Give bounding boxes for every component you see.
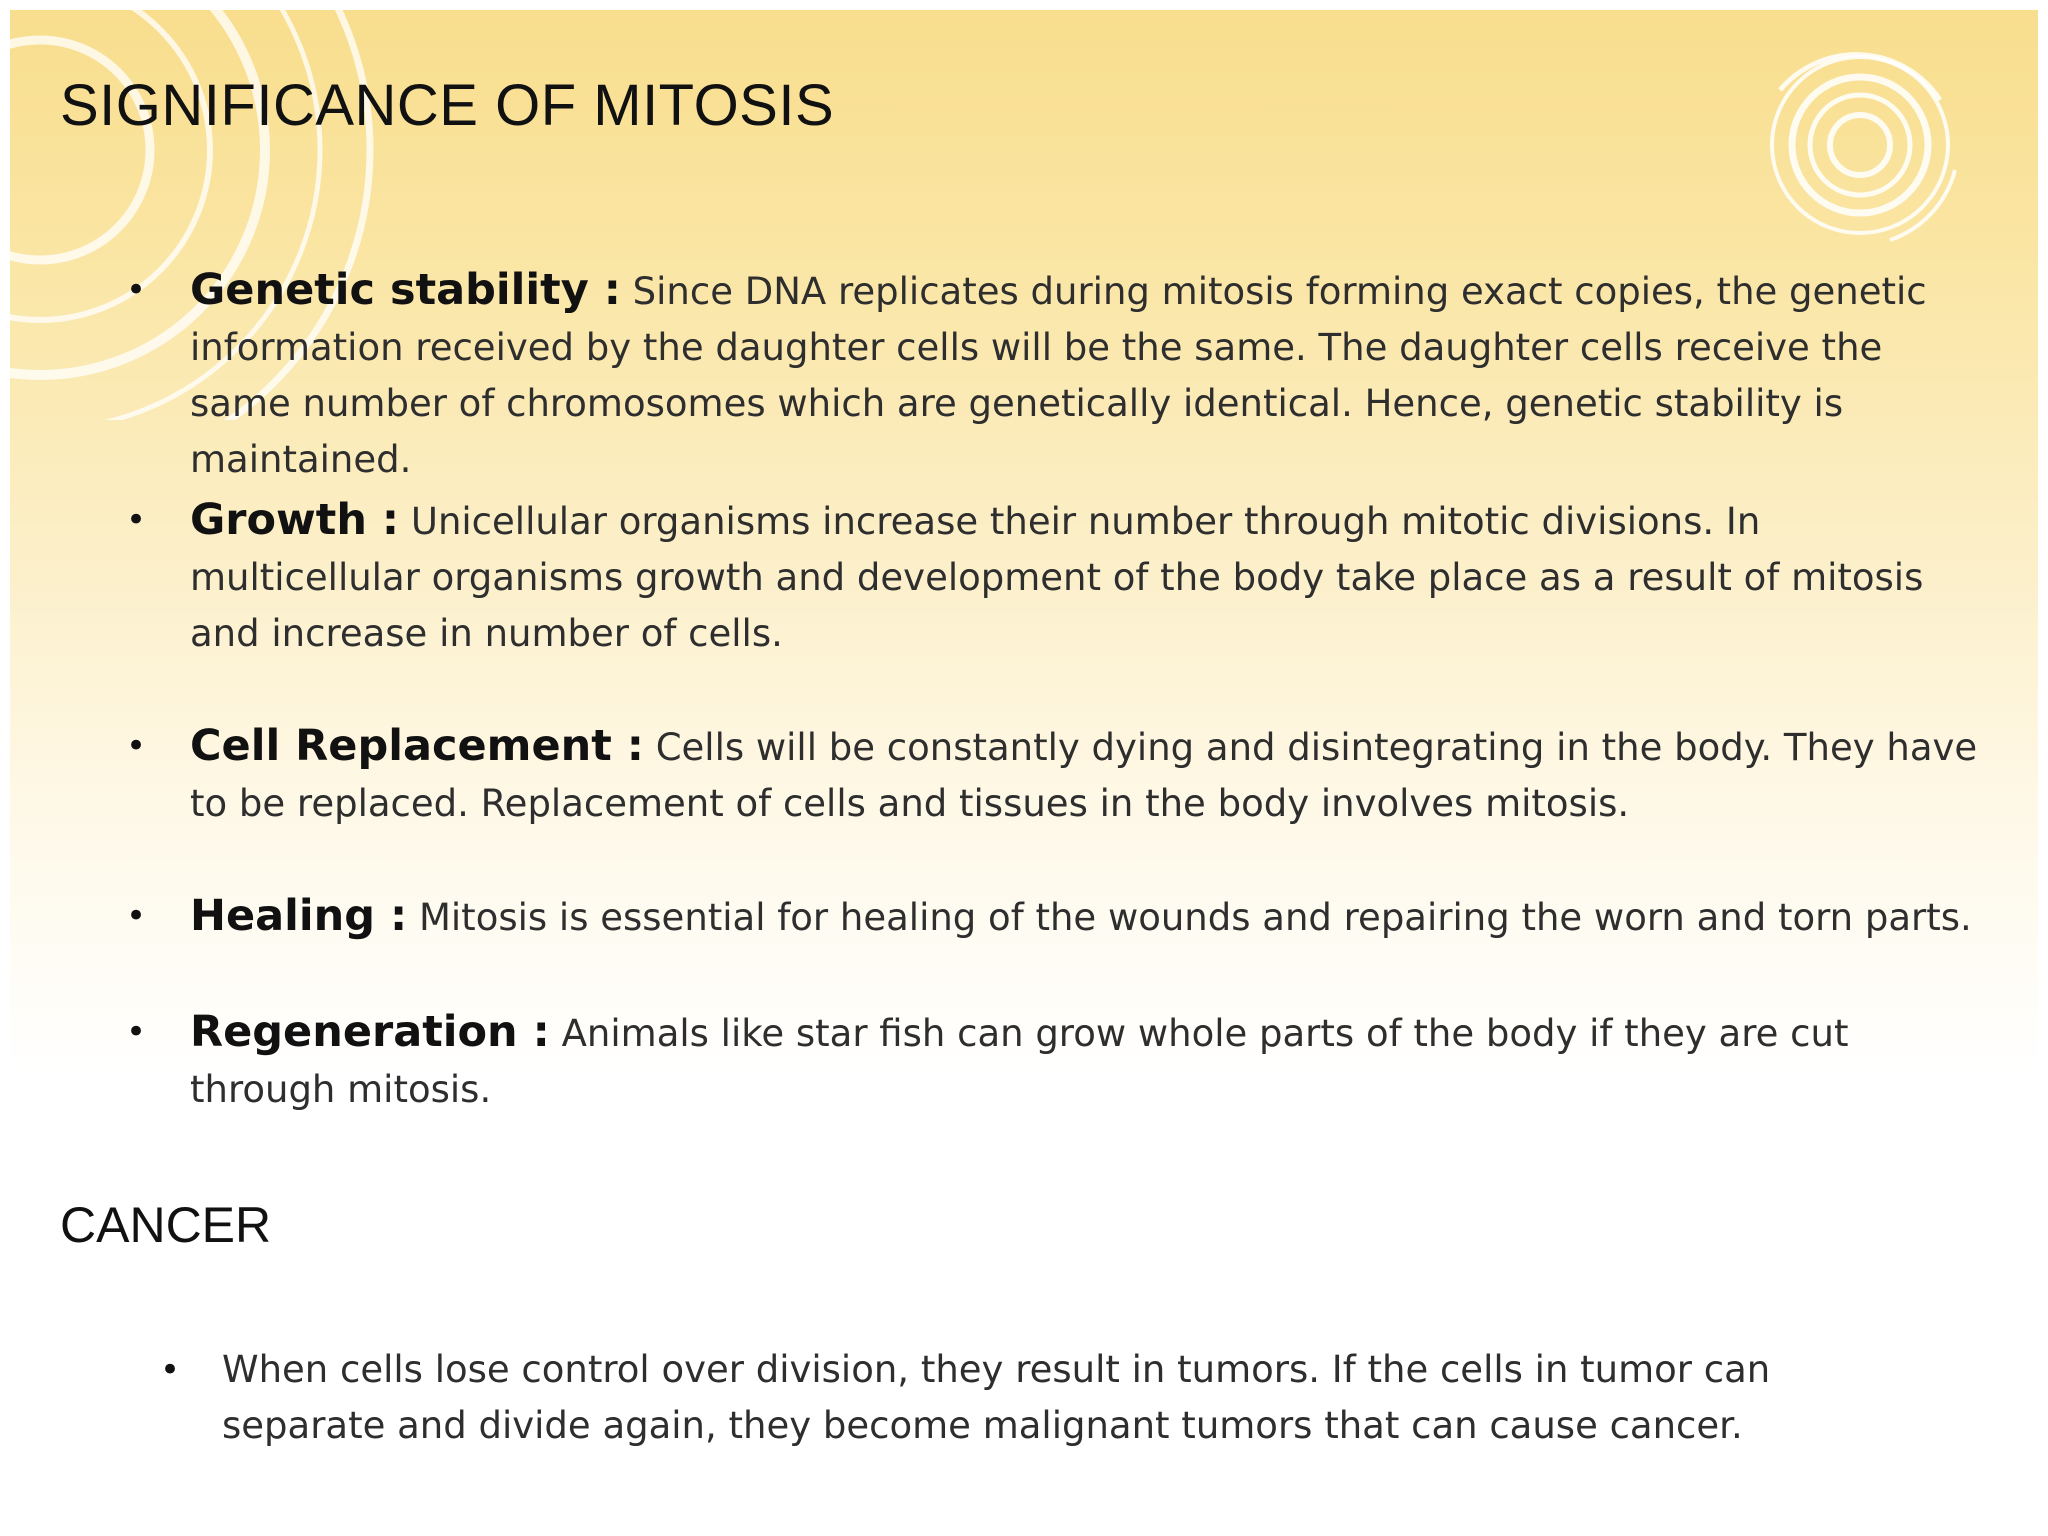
bullet-term: Healing : [190, 891, 408, 941]
bullet-term: Genetic stability : [190, 265, 621, 315]
bullet-term: Growth : [190, 495, 400, 545]
bullet-term: Regeneration : [190, 1007, 550, 1057]
bullet-text: Cells will be constantly dying and disintegrating in the body. They have to be replaced. Replacement of cells and tissues in the body involves mitosis. [190, 726, 1978, 825]
bullet-growth [126, 492, 1990, 662]
section-title-cancer: CANCER [60, 1197, 272, 1253]
bullet-text: When cells lose control over division, they result in tumors. If the cells in tumor can separate and divide again, they become malignant tumors that can cause cancer. [222, 1348, 1771, 1447]
bullet-regeneration [126, 1004, 1990, 1118]
bullet-icon: • [126, 726, 147, 766]
bullet-text: Since DNA replicates during mitosis forming exact copies, the genetic information received by the daughter cells will be the same. The daughter cells receive the same number of chromosomes which are genetically identical. Hence, genetic stability is maintained. [190, 270, 1927, 481]
bullet-genetic-stability [126, 262, 1990, 488]
slide-title: SIGNIFICANCE OF MITOSIS [60, 73, 835, 138]
bullet-cancer [160, 1342, 1782, 1454]
bullet-healing [126, 888, 1990, 946]
bullet-icon: • [126, 1012, 147, 1052]
bullet-icon: • [160, 1350, 181, 1390]
concentric-rings-icon [1740, 30, 1980, 270]
bullet-icon: • [126, 500, 147, 540]
bullet-icon: • [126, 270, 147, 310]
bullet-term: Cell Replacement : [190, 721, 644, 771]
bullet-cell-replacement [126, 718, 1990, 832]
bullet-icon: • [126, 896, 147, 936]
bullet-text: Mitosis is essential for healing of the wounds and repairing the worn and torn parts. [407, 896, 1972, 939]
bullet-text: Unicellular organisms increase their number through mitotic divisions. In multicellular organisms growth and development of the body take place as a result of mitosis and increase in number of cells. [190, 500, 1924, 655]
bullet-text: Animals like star fish can grow whole parts of the body if they are cut through mitosis. [190, 1012, 1849, 1111]
